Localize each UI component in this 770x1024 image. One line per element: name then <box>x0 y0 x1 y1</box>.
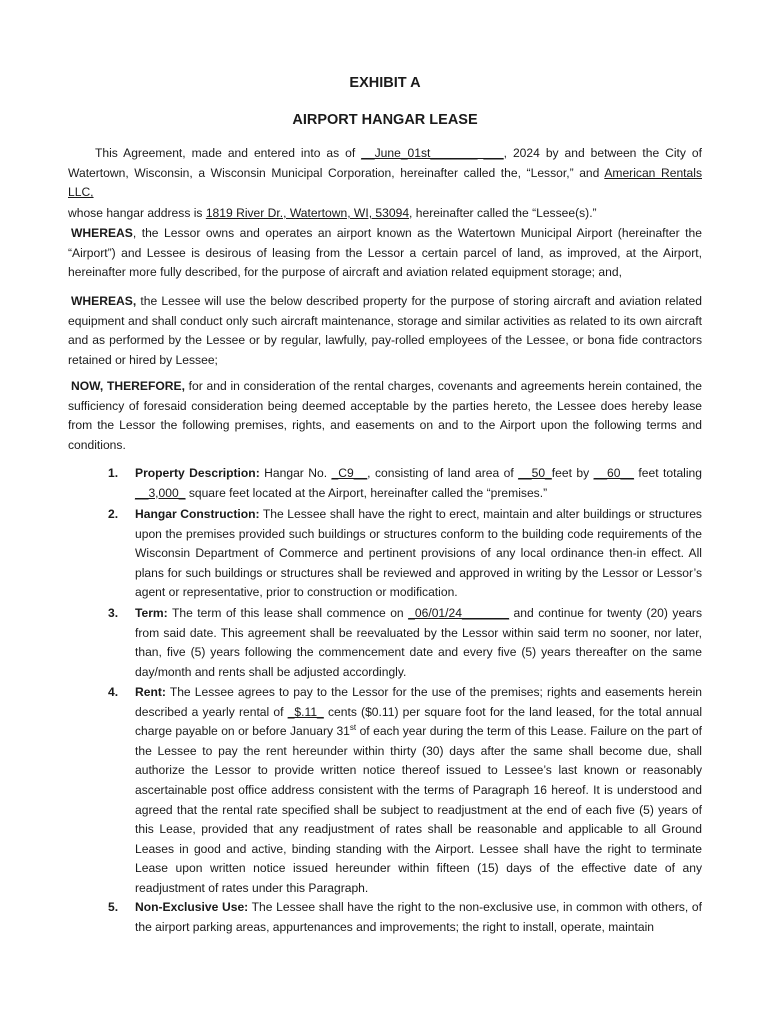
intro-paragraph <box>68 144 702 203</box>
total-area-field: __3,000_ <box>135 485 186 500</box>
clause-heading: Term: <box>135 606 168 620</box>
clause-4 <box>108 683 702 899</box>
clause-text: feet by <box>551 466 594 480</box>
clause-number: 1. <box>108 466 119 480</box>
clause-heading: Hangar Construction: <box>135 507 260 521</box>
now-therefore-paragraph <box>68 377 702 455</box>
land-depth-field: __60__ <box>593 466 634 480</box>
clause-2 <box>108 505 702 603</box>
clause-1 <box>108 464 702 503</box>
clause-heading: Non-Exclusive Use: <box>135 900 249 914</box>
clause-number: 4. <box>108 685 119 699</box>
intro-text-1: This Agreement, made and entered into as of <box>95 146 362 160</box>
clause-text: and continue for twenty (20) years from said date. This agreement shall be reevaluated by the Lessor within said term no sooner, nor later, than, five (5) years following the commencement date and every five (5) years thereafter on the same day/month and rents shall be adjusted accordingly. <box>135 606 702 679</box>
now-therefore-label: NOW, THEREFORE, <box>71 379 185 393</box>
whereas-label-2: WHEREAS, <box>71 294 137 308</box>
clause-5 <box>108 898 702 937</box>
intro-text-2: , 2024 by and between the City of Watertown, Wisconsin, a Wisconsin Municipal Corporation, hereinafter called the, “Lessor,” and <box>68 146 702 180</box>
clause-text: of each year during the term of this Lease. Failure on the part of the Lessee to pay the rent hereunder within thirty (30) days after the same shall become due, shall authorize the Lessor to provide written notice thereof issued to Lessee’s last known or reasonably ascertainable post office address consistent with the terms of Paragraph 16 hereof. It is understood and agreed that the rental rate specified shall be subject to readjustment at the end of each five (5) years of this Lease, provided that any readjustment of rates shall be reasonable and applicable to all Ground Leases in good and active, binding standing with the Airport. Lessee shall have the right to terminate Lease upon written notice issued hereunder within fifteen (15) days of the effective date of any readjustment of rates under this Paragraph. <box>135 724 702 895</box>
clause-text: Hangar No. <box>259 466 332 480</box>
clause-text: The Lessee shall have the right to erect, maintain and alter buildings or structures upon the premises provided such buildings or structures conform to the building code requirements of the Wisconsin Department of Commerce and pertinent provisions of any local ordinance then-in effect. All plans for such buildings or structures shall be reviewed and approved in writing by the Lessor or Lessor’s agent or representative, prior to construction or modification. <box>135 507 702 600</box>
hangar-number-field: _C9__ <box>331 466 368 480</box>
clause-text: The Lessee shall have the right to the non-exclusive use, in common with others, of the airport parking areas, appurtenances and improvements; the right to install, operate, maintain <box>135 900 702 934</box>
whereas-text-1: , the Lessor owns and operates an airport known as the Watertown Municipal Airport (hereinafter the “Airport”) and Lessee is desirous of leasing from the Lessor a certain parcel of land, as improved, at the Airport, hereinafter more fully described, for the purpose of aircraft and aviation related equipment storage; and, <box>68 226 702 280</box>
clause-heading: Property Description: <box>135 466 260 480</box>
clause-text: The Lessee agrees to pay to the Lessor for the use of the premises; rights and easements herein described a yearly rental of <box>135 685 702 719</box>
intro-text-4: , hereinafter called the “Lessee(s).” <box>409 206 597 220</box>
whereas-label-1: WHEREAS <box>71 226 133 240</box>
now-therefore-text: for and in consideration of the rental charges, covenants and agreements herein contained, the sufficiency of foresaid consideration being deemed acceptable by the parties hereto, the Lessee does hereby lease from the Lessor the following premises, rights, and easements on and to the Airport upon the following terms and conditions. <box>68 379 702 452</box>
whereas-text-2: the Lessee will use the below described property for the purpose of storing aircraft and aviation related equipment and shall conduct only such aircraft maintenance, storage and similar activities as related to its own aircraft and as performed by the Lessee or by regular, lawfully, pay-rolled employees of the Lessee, or bona fide contractors retained or hired by Lessee; <box>68 294 702 367</box>
intro-text-3: whose hangar address is <box>68 206 206 220</box>
clause-text: cents ($0.11) per square foot for the land leased, for the total annual charge payable on or before January 31 <box>135 704 703 739</box>
clause-number: 2. <box>108 507 119 521</box>
clause-text: square feet located at the Airport, hereinafter called the “premises.” <box>185 485 548 500</box>
clause-heading: Rent: <box>135 685 166 699</box>
clause-text: , consisting of land area of <box>367 466 519 480</box>
clause-3 <box>108 604 702 682</box>
exhibit-heading: EXHIBIT A <box>349 75 421 91</box>
clause-number: 3. <box>108 606 119 620</box>
document-title: AIRPORT HANGAR LEASE <box>292 112 478 128</box>
land-width-field: __50_ <box>518 466 552 480</box>
clause-text: The term of this lease shall commence on <box>167 606 409 620</box>
lessee-name-field: American Rentals LLC, <box>68 165 702 200</box>
clause-number: 5. <box>108 900 119 914</box>
rental-rate-field: _$.11_ <box>287 704 324 719</box>
clause-text: feet totaling <box>633 466 703 480</box>
whereas-paragraph-2 <box>68 292 702 370</box>
whereas-paragraph-1 <box>68 224 702 283</box>
agreement-date-field: __June_01st_______ ___ <box>361 146 504 160</box>
hangar-address-line <box>68 204 702 224</box>
hangar-address-field: 1819 River Dr., Watertown, WI, 53094 <box>205 206 410 220</box>
superscript-ordinal: st <box>349 723 357 733</box>
commencement-date-field: _06/01/24_______ <box>408 606 510 620</box>
